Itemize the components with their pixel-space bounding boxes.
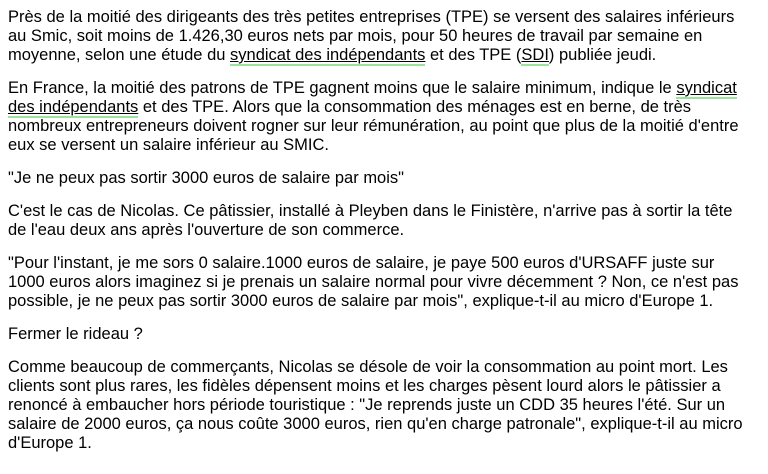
text-run: En France, la moitié des patrons de TPE gagnent moins que le salaire minimum, indique le — [8, 79, 677, 97]
inline-link[interactable]: syndicat des indépendants — [230, 46, 426, 64]
paragraph — [8, 8, 748, 65]
inline-link[interactable]: SDI — [521, 46, 549, 64]
text-run: "Pour l'instant, je me sors 0 salaire.1000 euros de salaire, je paye 500 euros d'URSAFF juste sur 1000 euros alors imaginez si je prenais un salaire normal pour vivre décemment ? Non, ce n'est pas possible, je ne peux pas sortir 3000 euros de salaire par mois", explique-t-il au micro d'Europe 1. — [8, 254, 739, 310]
inline-link[interactable]: syndicat des indépendants — [8, 79, 737, 116]
text-run: ) publiée jeudi. — [548, 46, 657, 64]
text-run: "Je ne peux pas sortir 3000 euros de salaire par mois" — [8, 169, 405, 187]
paragraph — [8, 254, 748, 311]
text-run: Fermer le rideau ? — [8, 325, 143, 343]
text-run: Comme beaucoup de commerçants, Nicolas se désole de voir la consommation au point mort. Les clients sont plus rares, les fidèles dépensent moins et les charges pèsent lourd alors le pâtissier a renoncé à embaucher hors période touristique : "Je reprends juste un CDD 35 heures l'été. Sur un salaire de 2000 euros, ça nous coûte 3000 euros, rien qu'en charge patronale", explique-t-il au micro d'Europe 1. — [8, 358, 743, 452]
paragraph — [8, 325, 748, 344]
text-run: Près de la moitié des dirigeants des très petites entreprises (TPE) se versent des salaires inférieurs au Smic, soit moins de 1.426,30 euros nets par mois, pour 50 heures de travail par semaine en moyenne, selon une étude du — [8, 8, 735, 64]
paragraph — [8, 358, 748, 453]
text-run: et des TPE. Alors que la consommation des ménages est en berne, de très nombreux entrepreneurs doivent rogner sur leur rémunération, au point que plus de la moitié d'entre eux se versent un salaire inférieur au SMIC. — [8, 98, 739, 154]
paragraph — [8, 202, 748, 240]
text-run: et des TPE ( — [425, 46, 522, 64]
paragraph — [8, 169, 748, 188]
article-body — [8, 8, 748, 453]
paragraph — [8, 79, 748, 155]
text-run: C'est le cas de Nicolas. Ce pâtissier, installé à Pleyben dans le Finistère, n'arrive pas à sortir la tête de l'eau deux ans après l'ouverture de son commerce. — [8, 202, 733, 239]
